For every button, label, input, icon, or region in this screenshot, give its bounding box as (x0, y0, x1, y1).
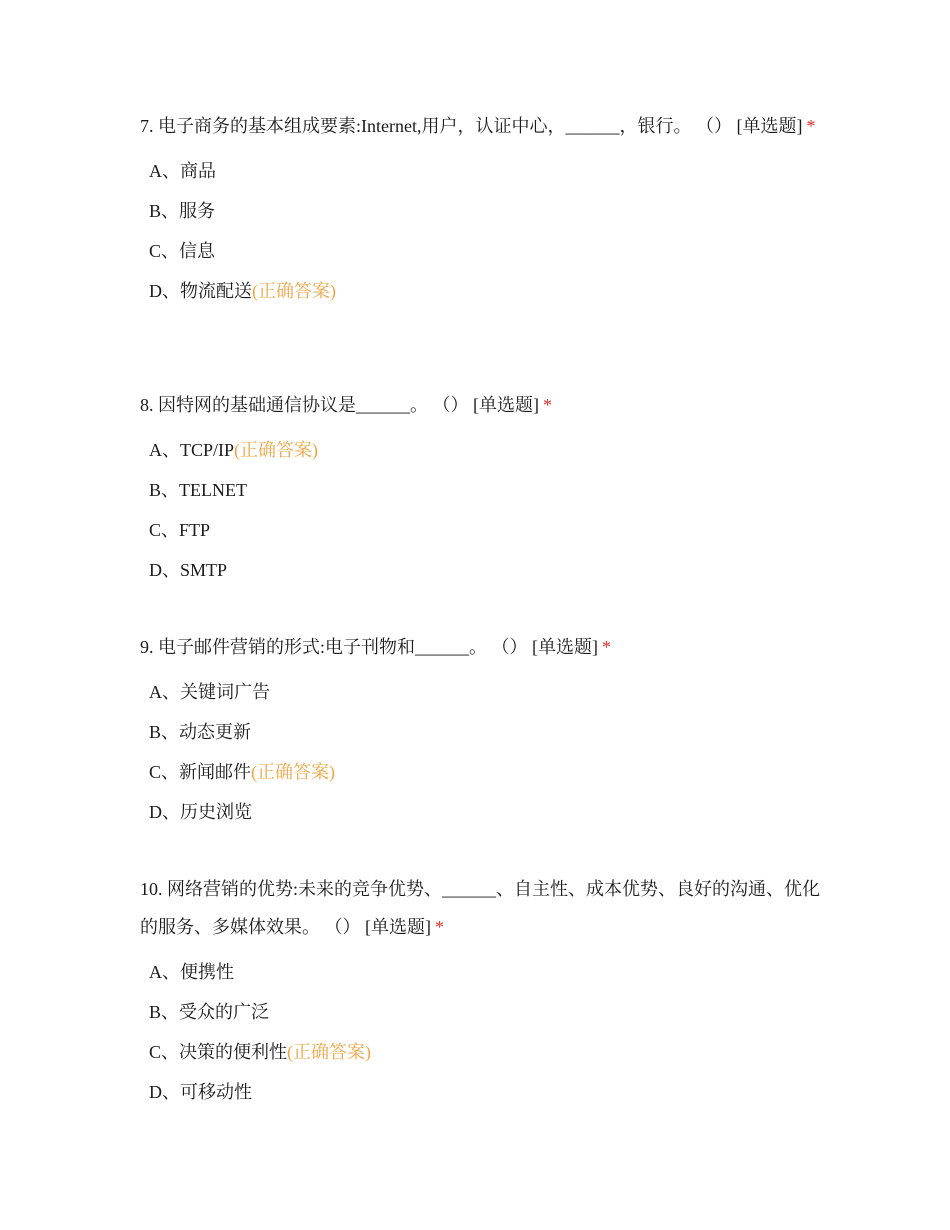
question-title: 9. 电子邮件营销的形式:电子刊物和______。 （） [单选题] * (140, 637, 611, 657)
correct-answer-label: (正确答案) (251, 762, 336, 782)
option-c[interactable]: C、决策的便利性(正确答案) (149, 1042, 372, 1062)
option-b[interactable]: B、TELNET (149, 480, 247, 500)
question-title: 10. 网络营销的优势:未来的竞争优势、______、自主性、成本优势、良好的沟通、优化的服务、多媒体效果。 （） [单选题] * (140, 879, 820, 937)
option-c[interactable]: C、信息 (149, 241, 216, 261)
option-d[interactable]: D、可移动性 (149, 1082, 252, 1102)
correct-answer-label: (正确答案) (252, 281, 336, 301)
question-8 (140, 386, 820, 590)
option-b[interactable]: B、动态更新 (149, 722, 252, 742)
question-10 (140, 870, 820, 1112)
required-mark: * (806, 116, 816, 136)
option-b[interactable]: B、服务 (149, 201, 216, 221)
option-b[interactable]: B、受众的广泛 (149, 1002, 270, 1022)
correct-answer-label: (正确答案) (287, 1042, 372, 1062)
question-9 (140, 628, 820, 832)
required-mark: * (602, 637, 611, 657)
option-a[interactable]: A、便携性 (149, 962, 234, 982)
option-d[interactable]: D、历史浏览 (149, 802, 252, 822)
option-a[interactable]: A、商品 (149, 161, 216, 181)
question-7 (140, 107, 820, 311)
question-title: 7. 电子商务的基本组成要素:Internet,用户，认证中心，______，银行。 （） [单选题] * (140, 116, 816, 136)
option-d[interactable]: D、物流配送(正确答案) (149, 281, 336, 301)
option-d[interactable]: D、SMTP (149, 560, 228, 580)
required-mark: * (435, 917, 444, 937)
option-c[interactable]: C、新闻邮件(正确答案) (149, 762, 336, 782)
question-title: 8. 因特网的基础通信协议是______。 （） [单选题] * (140, 395, 552, 415)
option-a[interactable]: A、TCP/IP(正确答案) (149, 440, 319, 460)
required-mark: * (543, 395, 552, 415)
option-a[interactable]: A、关键词广告 (149, 682, 270, 702)
correct-answer-label: (正确答案) (234, 440, 319, 460)
option-c[interactable]: C、FTP (149, 520, 211, 540)
